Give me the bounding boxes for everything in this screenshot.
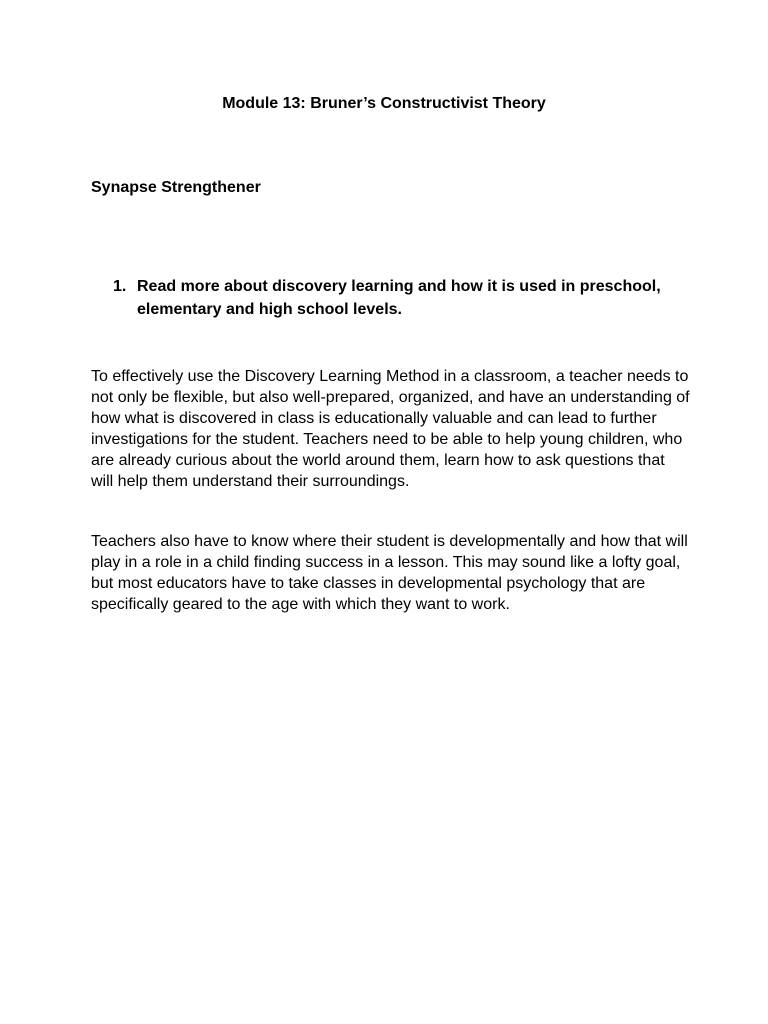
page-title: Module 13: Bruner’s Constructivist Theory xyxy=(222,95,546,112)
question-list xyxy=(113,275,673,321)
section-heading: Synapse Strengthener xyxy=(91,179,261,196)
question-number: 1. xyxy=(113,278,127,295)
question-item xyxy=(113,275,673,321)
body-paragraph: Teachers also have to know where their student is developmentally and how that will play in a role in a child finding success in a lesson. This may sound like a lofty goal, but most educators have to take classes in developmental psychology that are specifically geared to the age with which they want to work. xyxy=(91,533,688,613)
question-text: Read more about discovery learning and how it is used in preschool, elementary and high school levels. xyxy=(137,278,661,318)
body-paragraph: To effectively use the Discovery Learning Method in a classroom, a teacher needs to not only be flexible, but also well-prepared, organized, and have an understanding of how what is discovered in class is educationally valuable and can lead to further investigations for the student. Teachers need to be able to help young children, who are already curious about the world around them, learn how to ask questions that will help them understand their surroundings. xyxy=(91,368,690,490)
